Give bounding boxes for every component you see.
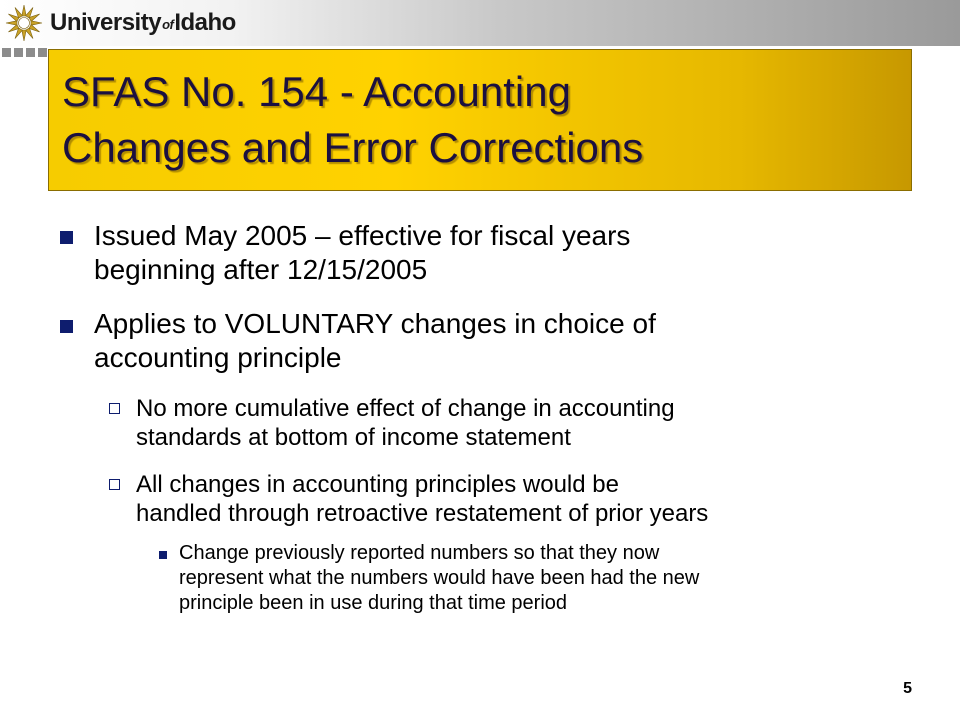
bullet-1-line-2: beginning after 12/15/2005 <box>94 254 428 285</box>
sub-sub-bullet-text <box>179 541 699 616</box>
slide-title-line-2: Changes and Error Corrections <box>62 124 644 171</box>
hollow-square-bullet-icon <box>109 479 120 490</box>
page-number: 5 <box>903 680 912 697</box>
hollow-square-bullet-icon <box>109 403 120 414</box>
small-square-bullet-icon <box>159 551 167 559</box>
sub-bullet-1-line-2: standards at bottom of income statement <box>136 424 571 451</box>
bullet-1-text <box>94 219 630 287</box>
sub-sub-bullet-line-2: represent what the numbers would have been had the new <box>179 567 700 589</box>
sub-bullet-2-line-1: All changes in accounting principles would be <box>136 471 619 498</box>
sub-bullet-1-text <box>136 394 675 452</box>
sub-bullet-2-line-2: handled through retroactive restatement of prior years <box>136 500 709 527</box>
bullet-2-text <box>94 307 656 375</box>
bullet-2-line-1: Applies to VOLUNTARY changes in choice of <box>94 308 656 339</box>
bullet-1-line-1: Issued May 2005 – effective for fiscal years <box>94 220 631 251</box>
square-bullet-icon <box>60 320 73 333</box>
logo-word-of: of <box>162 17 174 32</box>
sub-sub-bullet-line-3: principle been in use during that time period <box>179 592 568 614</box>
sub-bullet-2-text <box>136 470 708 528</box>
bullet-2-line-2: accounting principle <box>94 342 342 373</box>
slide-title-line-1: SFAS No. 154 - Accounting <box>62 68 571 115</box>
square-bullet-icon <box>60 231 73 244</box>
logo-word-idaho: Idaho <box>174 9 236 36</box>
sub-bullet-1-line-1: No more cumulative effect of change in accounting <box>136 395 675 422</box>
logo-word-university: University <box>50 9 162 36</box>
sub-sub-bullet-line-1: Change previously reported numbers so that they now <box>179 542 660 564</box>
